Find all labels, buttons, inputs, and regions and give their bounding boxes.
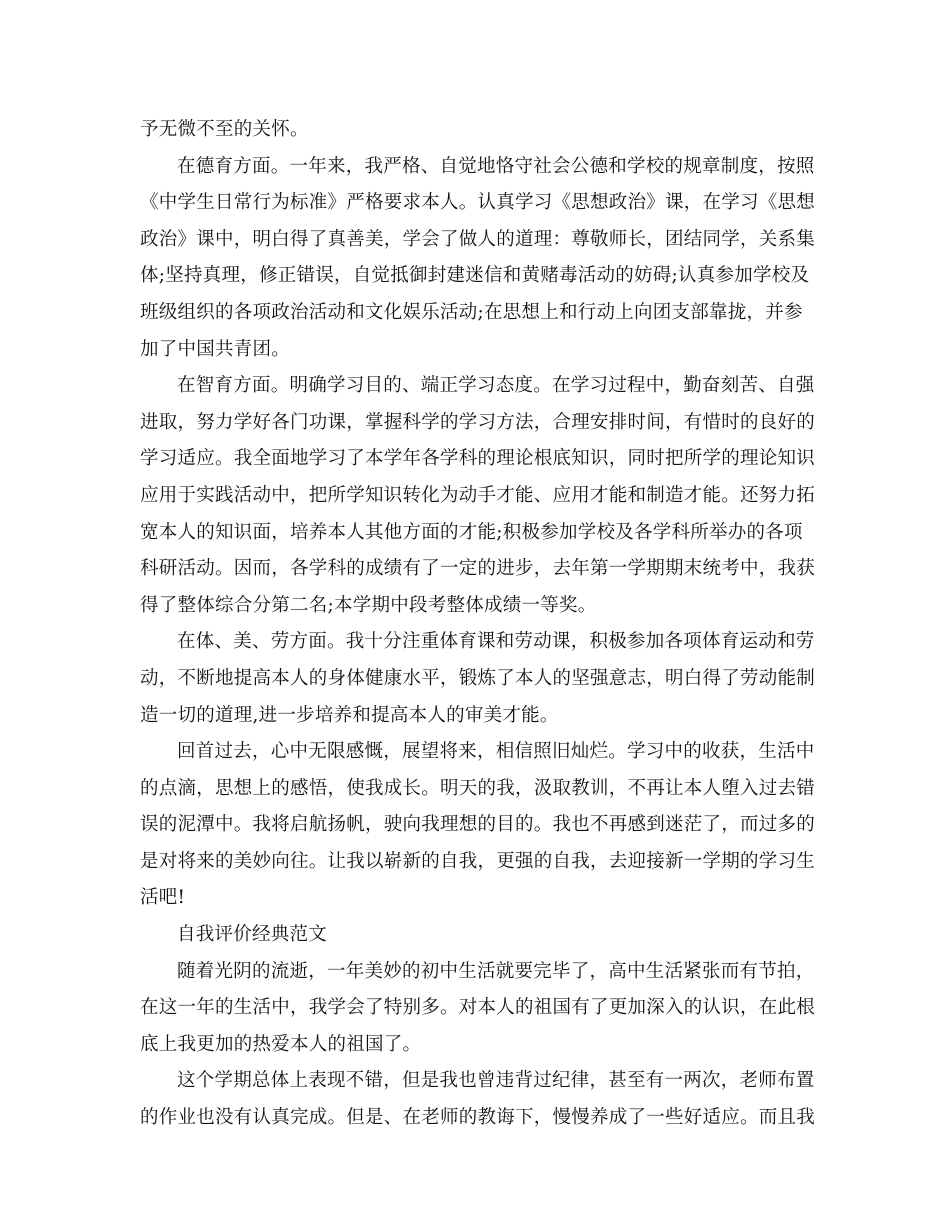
text-line: 活吧! (140, 887, 186, 909)
document-body (140, 112, 816, 1137)
text-line: 误的泥潭中。我将启航扬帆，驶向我理想的目的。我也不再感到迷茫了，而过多的 (140, 814, 816, 836)
section-heading (140, 917, 816, 954)
text-line: 这个学期总体上表现不错，但是我也曾违背过纪律，甚至有一两次，老师布置 (177, 1070, 815, 1092)
text-line: 动，不断地提高本人的身体健康水平，锻炼了本人的坚强意志，明白得了劳动能制 (140, 667, 816, 689)
text-line: 予无微不至的关怀。 (140, 119, 309, 140)
text-line: 得了整体综合分第二名;本学期中段考整体成绩一等奖。 (140, 594, 597, 616)
paragraph-semester-performance (140, 1063, 816, 1136)
paragraph-moral-education (140, 149, 816, 369)
text-line: 班级组织的各项政治活动和文化娱乐活动;在思想上和行动上向团支部靠拢，并参 (140, 301, 803, 323)
text-line: 宽本人的知识面，培养本人其他方面的才能;积极参加学校及各学科所举办的各项 (140, 521, 803, 543)
text-line: 在体、美、劳方面。我十分注重体育课和劳动课，积极参加各项体育运动和劳 (177, 631, 815, 653)
paragraph-continuation (140, 112, 816, 149)
text-line: 政治》课中，明白得了真善美，学会了做人的道理：尊敬师长，团结同学，关系集 (140, 228, 816, 250)
text-line: 的作业也没有认真完成。但是、在老师的教诲下，慢慢养成了一些好适应。而且我 (140, 1107, 816, 1129)
paragraph-physical-aesthetic-labor (140, 624, 816, 734)
text-line: 在德育方面。一年来，我严格、自觉地恪守社会公德和学校的规章制度，按照 (177, 155, 815, 177)
text-line: 是对将来的美妙向往。让我以崭新的自我，更强的自我，去迎接新一学期的学习生 (140, 850, 816, 872)
text-line: 进取，努力学好各门功课，掌握科学的学习方法，合理安排时间，有惜时的良好的 (140, 411, 816, 433)
text-line: 在智育方面。明确学习目的、端正学习态度。在学习过程中，勤奋刻苦、自强 (177, 375, 815, 397)
text-line: 的点滴，思想上的感悟，使我成长。明天的我，汲取教训，不再让本人堕入过去错 (140, 777, 816, 799)
text-line: 回首过去，心中无限感慨，展望将来，相信照旧灿烂。学习中的收获，生活中 (177, 741, 815, 763)
paragraph-junior-high-life (140, 954, 816, 1064)
text-line: 加了中国共青团。 (140, 338, 291, 360)
text-line: 体;坚持真理，修正错误，自觉抵御封建迷信和黄赌毒活动的妨碍;认真参加学校及 (140, 265, 810, 287)
text-line: 底上我更加的热爱本人的祖国了。 (140, 1033, 422, 1055)
text-line: 《中学生日常行为标准》严格要求本人。认真学习《思想政治》课，在学习《思想 (140, 192, 816, 214)
text-line: 造一切的道理,进一步培养和提高本人的审美才能。 (140, 704, 559, 726)
text-line: 随着光阴的流逝，一年美妙的初中生活就要完毕了，高中生活紧张而有节拍， (177, 960, 815, 982)
heading-line: 自我评价经典范文 (177, 924, 328, 946)
text-line: 在这一年的生活中，我学会了特别多。对本人的祖国有了更加深入的认识，在此根 (140, 997, 816, 1019)
paragraph-intellectual-education (140, 368, 816, 624)
text-line: 学习适应。我全面地学习了本学年各学科的理论根底知识，同时把所学的理论知识 (140, 448, 816, 470)
text-line: 应用于实践活动中，把所学知识转化为动手才能、应用才能和制造才能。还努力拓 (140, 484, 816, 506)
paragraph-reflection (140, 734, 816, 917)
text-line: 科研活动。因而，各学科的成绩有了一定的进步，去年第一学期期末统考中，我获 (140, 558, 816, 580)
